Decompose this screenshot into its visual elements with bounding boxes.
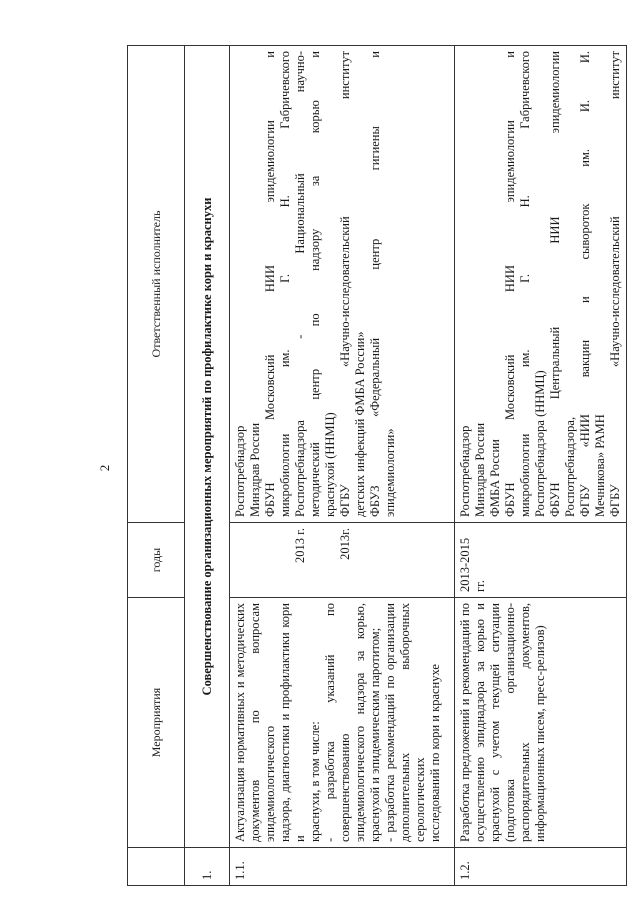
- activity-line: надзора, диагностики и профилактики кори и: [278, 603, 307, 842]
- activities-table: [127, 45, 627, 886]
- year-value: 2013-2015 гг.: [458, 537, 487, 592]
- activity-line: Разработка предложений и рекомендаций по: [458, 603, 472, 842]
- year-value: 2013 г.: [293, 528, 307, 563]
- table-row: [230, 46, 455, 886]
- page-number: 2: [97, 464, 112, 472]
- row-years: [455, 523, 627, 598]
- responsible-line: Роспотребнадзора,: [563, 416, 577, 517]
- row-responsible: [455, 46, 627, 523]
- table-row: [455, 46, 627, 886]
- responsible-line: ФГБУ «НИИ вакцин и сывороток им. И. И.: [578, 51, 592, 517]
- activity-line: информационных писем, пресс-релизов): [533, 625, 547, 842]
- responsible-line: Минздрав России: [473, 422, 487, 517]
- responsible-line: ФБУН Московский НИИ эпидемиологии и: [503, 51, 517, 517]
- section-row: [185, 46, 230, 886]
- responsible-line: ФБУН Московский НИИ эпидемиологии и: [263, 51, 277, 517]
- responsible-line: ФБУЗ «Федеральный центр гигиены и: [368, 51, 382, 517]
- responsible-line: методический центр по надзору за корью и: [308, 51, 322, 517]
- responsible-line: Роспотребнадзор: [233, 425, 247, 517]
- year-value: 2013г.: [338, 528, 352, 560]
- row-years: [230, 523, 455, 598]
- row-responsible: [230, 46, 455, 523]
- header-number: [128, 848, 185, 886]
- activity-line: распорядительных документов,: [518, 603, 532, 842]
- row-activity: [455, 598, 627, 848]
- row-activity: [230, 598, 455, 848]
- activity-line: эпидемиологического надзора за корью,: [353, 603, 367, 842]
- header-responsible: Ответственный исполнитель: [128, 46, 185, 523]
- responsible-line: краснухой (ННМЦ): [323, 412, 337, 517]
- rotated-table-wrapper: [127, 46, 622, 886]
- activity-line: осуществлению эпиднадзора за корью и: [473, 603, 487, 842]
- responsible-line: микробиологии им. Г. Н. Габричевского: [278, 51, 292, 517]
- header-years: годы: [128, 523, 185, 598]
- row-number: 1.2.: [455, 848, 627, 886]
- activity-line: краснухой с учетом текущей ситуации: [488, 603, 502, 842]
- responsible-line: ФГБУ «Научно-исследовательский институт: [338, 51, 352, 517]
- table-header-row: [128, 46, 185, 886]
- row-number: 1.1.: [230, 848, 455, 886]
- activity-line: дополнительных выборочных серологических: [398, 603, 427, 842]
- responsible-line: микробиологии им. Г. Н. Габричевского: [518, 51, 532, 517]
- responsible-line: ФГБУ «Научно-исследовательский институт: [608, 51, 622, 517]
- activity-line: - разработка рекомендаций по организации: [383, 603, 397, 842]
- responsible-line: Роспотребнадзор: [458, 425, 472, 517]
- activity-line: документов по вопросам эпидемиологического: [248, 603, 277, 842]
- responsible-line: детских инфекций ФМБА России»: [353, 331, 367, 517]
- responsible-line: Роспотребнадзора - Национальный научно-: [293, 51, 307, 517]
- section-number: 1.: [185, 848, 230, 886]
- activity-line: Актуализация нормативных и методических: [233, 603, 247, 842]
- responsible-line: ФБУН Центральный НИИ эпидемиологии: [548, 51, 562, 517]
- responsible-line: ФМБА России: [488, 439, 502, 517]
- section-title: Совершенствование организационных мероприятий по профилактике кори и краснухи: [185, 46, 230, 848]
- responsible-line: Мечникова» РАМН: [593, 414, 607, 517]
- responsible-line: Роспотребнадзора (ННМЦ): [533, 370, 547, 517]
- responsible-line: Минздрав России: [248, 422, 262, 517]
- header-activities: Мероприятия: [128, 598, 185, 848]
- activity-line: (подготовка организационно-: [503, 603, 517, 842]
- activity-line: исследований по кори и краснухе: [428, 664, 442, 842]
- activity-line: краснухи, в том числе:: [308, 721, 322, 842]
- responsible-line: эпидемиологии»: [383, 428, 397, 517]
- activity-line: краснухой и эпидемическим паротитом;: [368, 627, 382, 842]
- activity-line: - разработка указаний по совершенствованию: [323, 603, 352, 842]
